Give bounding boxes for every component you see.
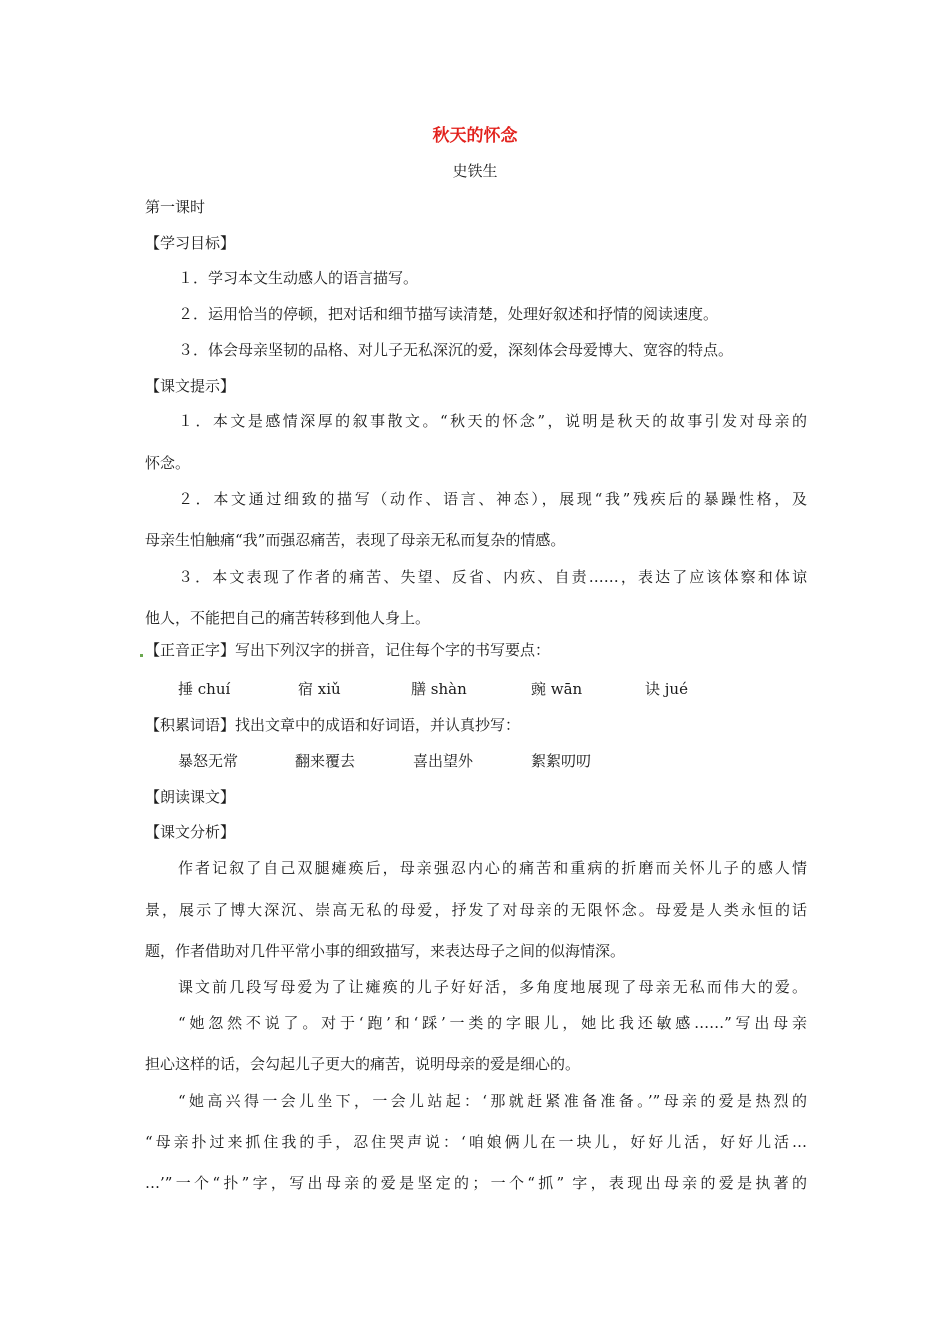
- analysis-heading: 【课文分析】: [145, 823, 236, 841]
- word-item: 暴怒无常: [178, 752, 239, 770]
- pinyin-item: 豌 wān: [531, 680, 583, 698]
- analysis-line: 担心这样的话，会勾起儿子更大的痛苦，说明母亲的爱是细心的。: [145, 1055, 581, 1073]
- goal-item: １．学习本文生动感人的语言描写。: [178, 269, 419, 287]
- tip-line: 怀念。: [145, 454, 191, 472]
- margin-mark: [140, 654, 143, 657]
- word-item: 絮絮叨叨: [531, 752, 592, 770]
- tip-line: ３．本文表现了作者的痛苦、失望、反省、内疚、自责……，表达了应该体察和体谅: [178, 568, 807, 586]
- goals-heading: 【学习目标】: [145, 234, 236, 252]
- pinyin-item: 膳 shàn: [411, 680, 467, 698]
- analysis-line: “她高兴得一会儿坐下，一会儿站起：‘那就赶紧准备准备。’”母亲的爱是热烈的: [178, 1092, 807, 1110]
- word-item: 喜出望外: [413, 752, 474, 770]
- tip-line: 他人，不能把自己的痛苦转移到他人身上。: [145, 609, 431, 627]
- tip-line: １．本文是感情深厚的叙事散文。“秋天的怀念”，说明是秋天的故事引发对母亲的: [178, 412, 807, 430]
- words-heading: 【积累词语】找出文章中的成语和好词语，并认真抄写：: [145, 716, 521, 734]
- goal-item: ２．运用恰当的停顿，把对话和细节描写读清楚，处理好叙述和抒情的阅读速度。: [178, 305, 719, 323]
- analysis-line: 作者记叙了自己双腿瘫痪后，母亲强忍内心的痛苦和重病的折磨而关怀儿子的感人情: [178, 859, 807, 877]
- word-item: 翻来覆去: [295, 752, 356, 770]
- pinyin-item: 宿 xiǔ: [298, 680, 341, 698]
- pinyin-item: 诀 jué: [645, 680, 688, 698]
- tip-line: ２．本文通过细致的描写（动作、语言、神态），展现“我”残疾后的暴躁性格，及: [178, 490, 807, 508]
- analysis-line: “母亲扑过来抓住我的手，忍住哭声说：‘咱娘俩儿在一块儿，好好儿活，好好儿活…: [145, 1133, 807, 1151]
- document-title: 秋天的怀念: [432, 126, 518, 146]
- pinyin-item: 捶 chuí: [178, 680, 231, 698]
- pinyin-heading: 【正音正字】写出下列汉字的拼音，记住每个字的书写要点：: [145, 641, 551, 659]
- analysis-line: “她忽然不说了。对于‘跑’和‘踩’一类的字眼儿，她比我还敏感……”写出母亲: [178, 1014, 807, 1032]
- tips-heading: 【课文提示】: [145, 377, 236, 395]
- goal-item: ３．体会母亲坚韧的品格、对儿子无私深沉的爱，深刻体会母爱博大、宽容的特点。: [178, 341, 734, 359]
- analysis-line: 景，展示了博大深沉、崇高无私的母爱，抒发了对母亲的无限怀念。母爱是人类永恒的话: [145, 901, 807, 919]
- analysis-line: 题，作者借助对几件平常小事的细致描写，来表达母子之间的似海情深。: [145, 942, 626, 960]
- author-name: 史铁生: [452, 162, 498, 180]
- analysis-line: 课文前几段写母爱为了让瘫痪的儿子好好活，多角度地展现了母亲无私而伟大的爱。: [178, 978, 807, 996]
- analysis-line: …’”一个“扑”字，写出母亲的爱是坚定的；一个“抓” 字，表现出母亲的爱是执著的: [145, 1174, 807, 1192]
- tip-line: 母亲生怕触痛“我”而强忍痛苦，表现了母亲无私而复杂的情感。: [145, 531, 566, 549]
- lesson-label: 第一课时: [145, 198, 206, 216]
- reading-heading: 【朗读课文】: [145, 788, 236, 806]
